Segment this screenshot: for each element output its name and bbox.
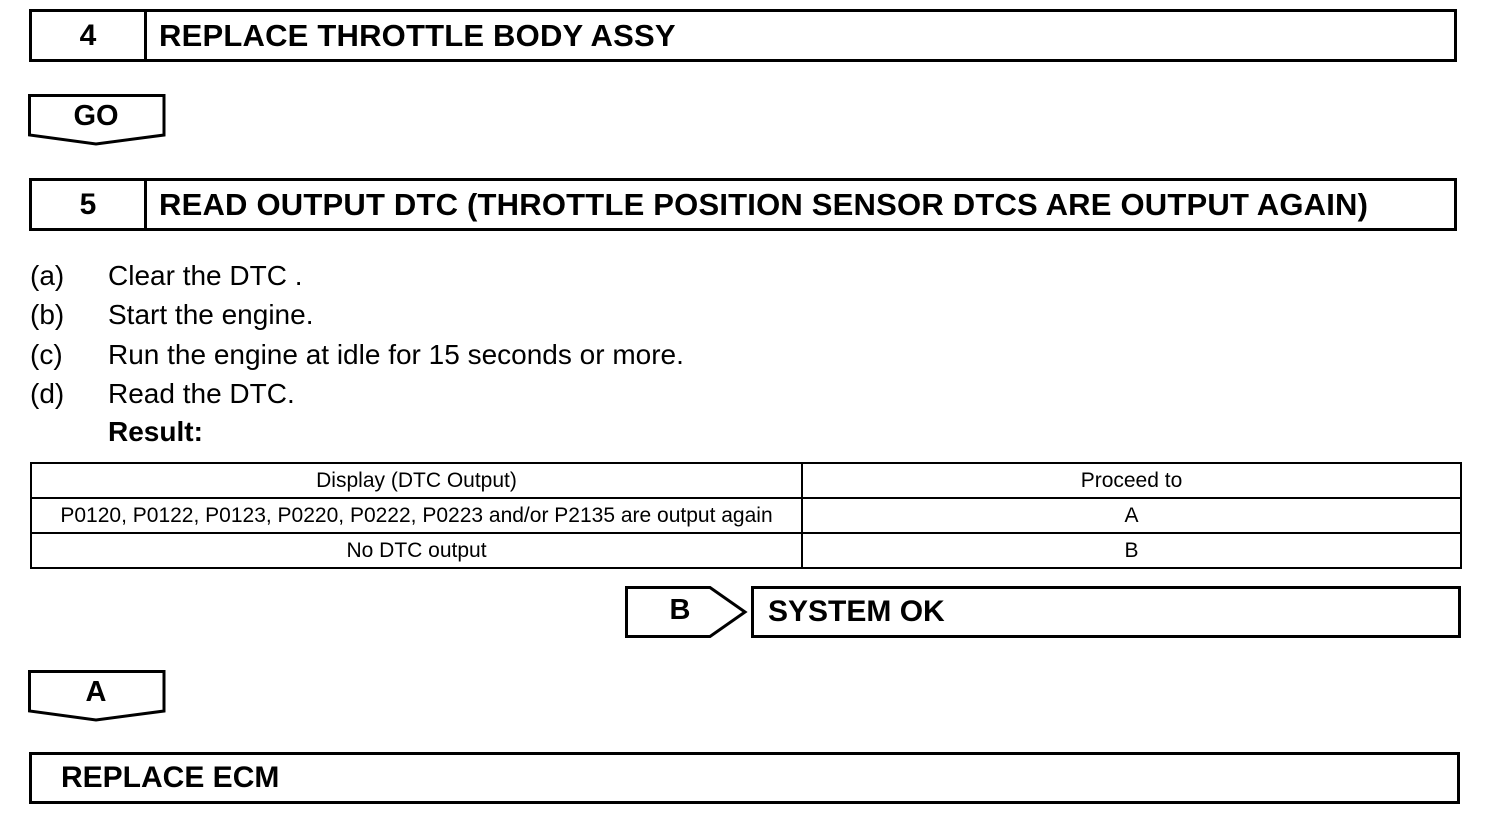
header-display: Display (DTC Output) — [31, 463, 802, 498]
header-proceed-to: Proceed to — [802, 463, 1461, 498]
procedure-item — [30, 256, 684, 296]
go-label: GO — [73, 100, 119, 132]
branch-b-arrow — [625, 586, 749, 638]
replace-ecm-box: REPLACE ECM — [29, 752, 1460, 804]
step-4-title: REPLACE THROTTLE BODY ASSY — [159, 17, 676, 53]
procedure-item — [30, 375, 684, 415]
procedure-mark: (a) — [30, 259, 65, 291]
table-header-row — [31, 463, 1461, 498]
table-row — [31, 533, 1461, 568]
procedure-text: Run the engine at idle for 15 seconds or more. — [108, 338, 684, 370]
go-arrow — [28, 94, 166, 146]
table-row — [31, 498, 1461, 533]
procedure-item — [30, 296, 684, 336]
table-cell-display: No DTC output — [31, 533, 802, 568]
branch-a-arrow — [28, 670, 166, 722]
table-cell-proceed: B — [802, 533, 1461, 568]
result-table — [30, 462, 1462, 569]
system-ok-box: SYSTEM OK — [751, 586, 1461, 638]
table-cell-display: P0120, P0122, P0123, P0220, P0222, P0223 and/or P2135 are output again — [31, 498, 802, 533]
procedure-list — [30, 256, 684, 414]
step-5-number: 5 — [32, 181, 147, 228]
procedure-text: Clear the DTC . — [108, 259, 303, 291]
procedure-mark: (d) — [30, 378, 65, 410]
step-4-box — [29, 9, 1457, 62]
step-5-box — [29, 178, 1457, 231]
table-cell-proceed: A — [802, 498, 1461, 533]
procedure-mark: (b) — [30, 299, 65, 331]
procedure-item — [30, 335, 684, 375]
result-label: Result: — [108, 416, 203, 447]
step-5-title: READ OUTPUT DTC (THROTTLE POSITION SENSOR DTCS ARE OUTPUT AGAIN) — [159, 186, 1369, 222]
procedure-text: Start the engine. — [108, 299, 314, 331]
branch-a-label: A — [85, 676, 107, 708]
procedure-text: Read the DTC. — [108, 378, 295, 410]
procedure-mark: (c) — [30, 338, 63, 370]
step-4-number: 4 — [32, 12, 147, 59]
branch-b-label: B — [669, 594, 691, 626]
